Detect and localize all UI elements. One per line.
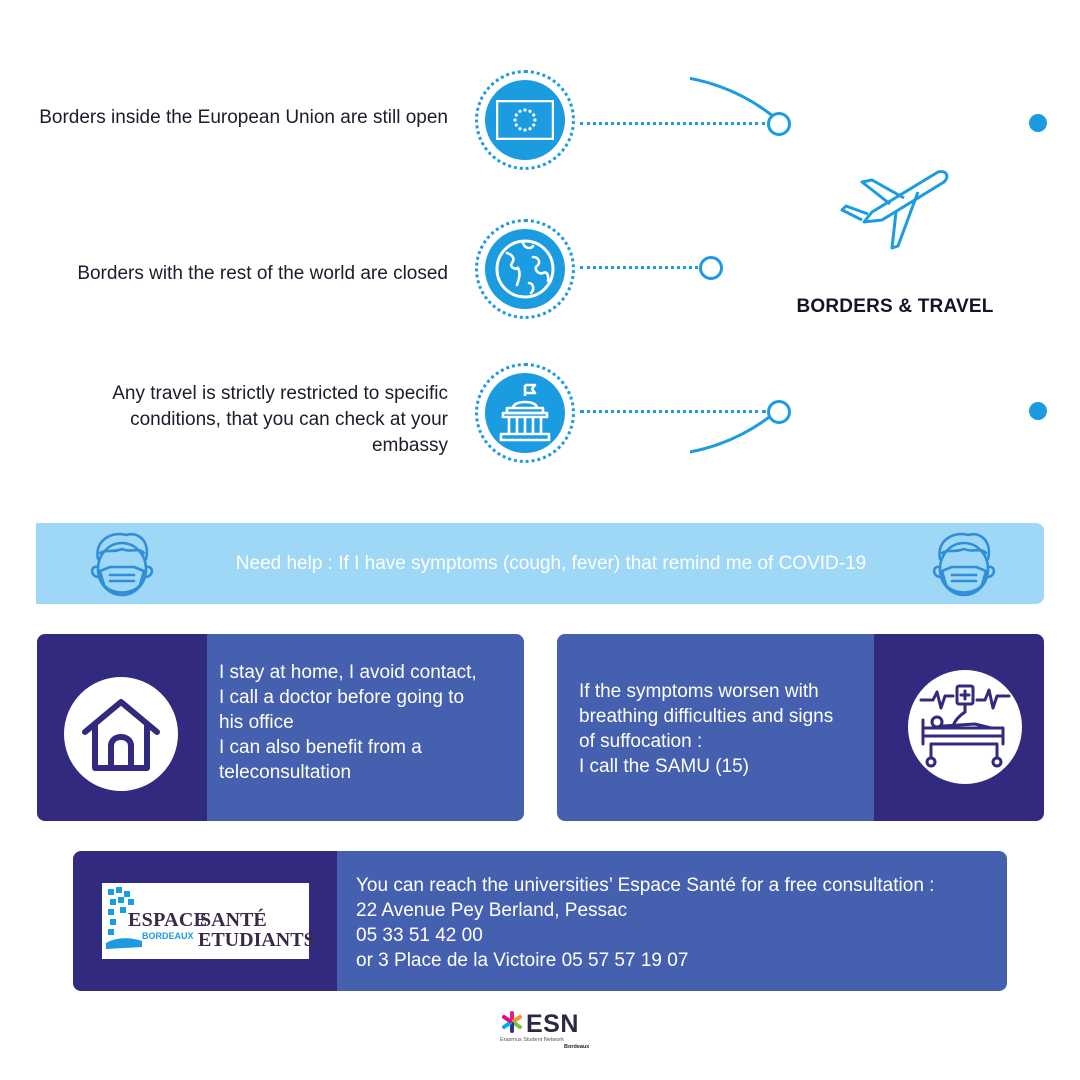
globe-badge [475, 219, 575, 319]
logo-etudiants: ETUDIANTS [198, 929, 315, 951]
samu-card [557, 634, 1044, 821]
stay-home-card [37, 634, 524, 821]
card-line: breathing difficulties and signs [579, 706, 834, 727]
card-line: I call the SAMU (15) [579, 756, 749, 777]
masked-face-icon [926, 529, 1002, 601]
node-1 [767, 112, 791, 136]
embassy-text-line: embassy [371, 435, 448, 456]
help-banner-text: Need help : If I have symptoms (cough, fever) that remind me of COVID-19 [235, 553, 867, 574]
travel-item-embassy-text [112, 381, 448, 459]
node-1-end [1029, 114, 1047, 132]
connector-1 [580, 122, 765, 125]
card-line: I call a doctor before going to [219, 687, 465, 708]
contact-phone: 05 33 51 42 00 [356, 925, 483, 946]
travel-item-world-text: Borders with the rest of the world are closed [77, 263, 448, 284]
esn-subtitle: Erasmus Student Network [500, 1037, 564, 1043]
contact-address: 22 Avenue Pey Berland, Pessac [356, 900, 628, 921]
eu-flag-icon [496, 100, 554, 140]
card-line: If the symptoms worsen with [579, 681, 819, 702]
house-badge [64, 677, 178, 791]
node-3 [767, 400, 791, 424]
help-banner [36, 523, 1044, 604]
esn-brand: ESN [526, 1010, 579, 1038]
hospital-bed-badge [908, 670, 1022, 784]
connector-2 [580, 266, 698, 269]
esn-logo [500, 1010, 590, 1050]
node-2 [699, 256, 723, 280]
embassy-text-line: Any travel is strictly restricted to specific [112, 383, 448, 404]
espace-sante-logo [102, 883, 315, 959]
logo-espace: ESPACE [128, 909, 208, 931]
stay-home-text [219, 660, 477, 785]
embassy-badge [475, 363, 575, 463]
samu-text [579, 679, 833, 779]
card-line: I can also benefit from a [219, 737, 422, 758]
contact-alt-address: or 3 Place de la Victoire 05 57 57 19 07 [356, 950, 689, 971]
airplane-icon [838, 166, 954, 252]
travel-arc [690, 70, 1080, 490]
globe-icon [493, 237, 557, 301]
esn-city: Bordeaux [564, 1044, 590, 1050]
card-line: teleconsultation [219, 762, 352, 783]
node-3-end [1029, 402, 1047, 420]
embassy-text-line: conditions, that you can check at your [130, 409, 448, 430]
eu-badge [475, 70, 575, 170]
contact-line: You can reach the universities’ Espace Santé for a free consultation : [356, 875, 935, 896]
contact-card [73, 851, 1007, 991]
logo-bordeaux: BORDEAUX [142, 931, 194, 941]
contact-text [356, 873, 934, 973]
logo-sante: SANTÉ [200, 909, 267, 931]
travel-title: BORDERS & TRAVEL [796, 296, 994, 317]
esn-star-icon [500, 1010, 524, 1034]
hospital-bed-icon [919, 682, 1011, 772]
card-line: of suffocation : [579, 731, 703, 752]
connector-3 [580, 410, 766, 413]
card-line: I stay at home, I avoid contact, [219, 662, 477, 683]
masked-face-icon [84, 529, 160, 601]
card-line: his office [219, 712, 294, 733]
embassy-icon [495, 382, 555, 444]
travel-item-eu-text: Borders inside the European Union are still open [39, 107, 448, 128]
house-icon [79, 694, 163, 774]
